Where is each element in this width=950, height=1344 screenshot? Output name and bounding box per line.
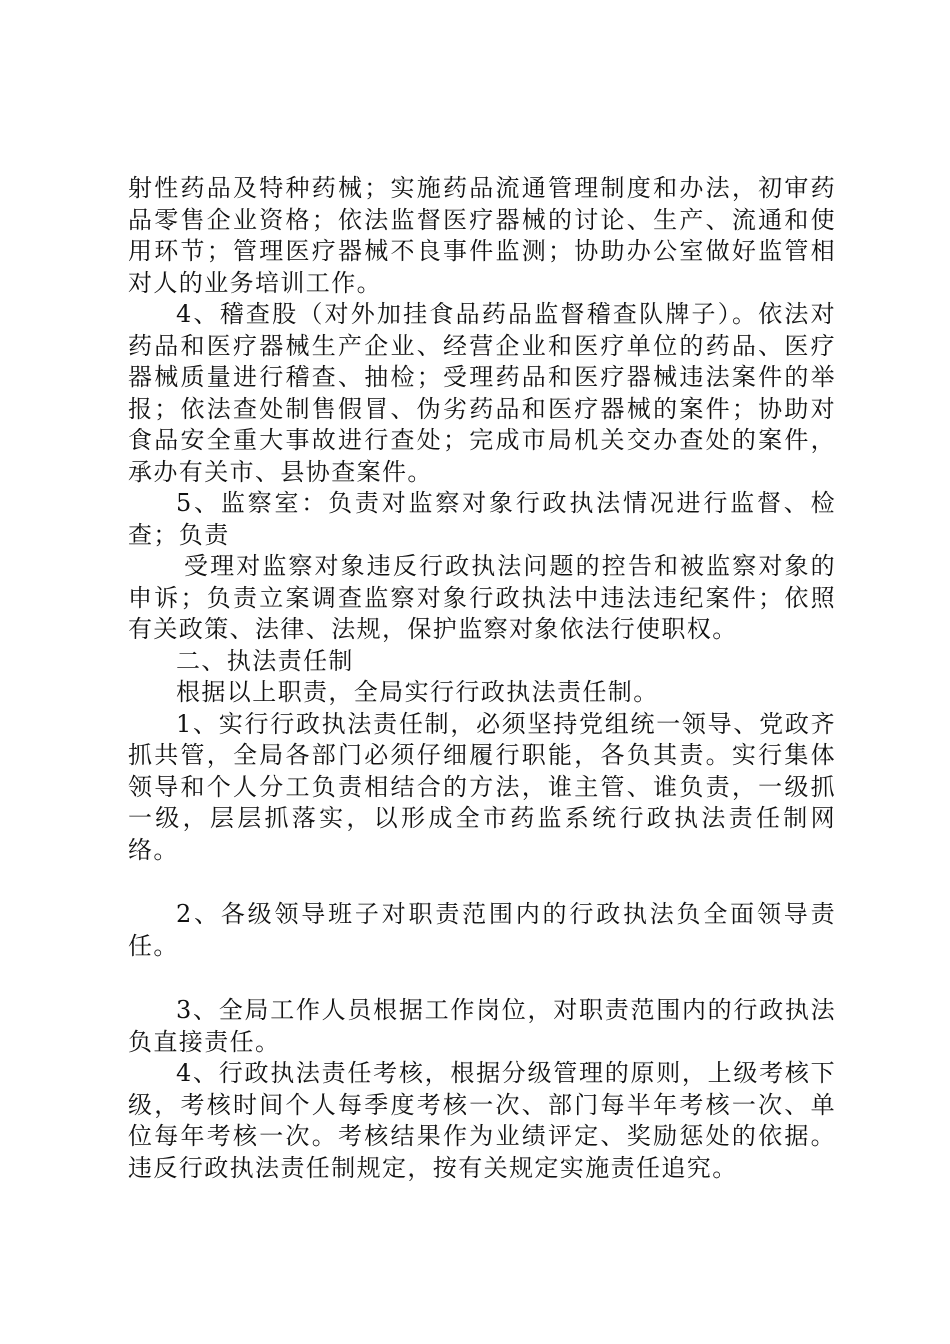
paragraph-4: 受理对监察对象违反行政执法问题的控告和被监察对象的申诉；负责立案调查监察对象行政执法中违法违纪案件；依照有关政策、法律、法规，保护监察对象依法行使职权。 (128, 552, 836, 643)
paragraph-6: 根据以上职责，全局实行行政执法责任制。 (176, 678, 659, 706)
paragraph-8: 2、各级领导班子对职责范围内的行政执法负全面领导责任。 (128, 900, 836, 960)
paragraph-2: 4、稽查股（对外加挂食品药品监督稽查队牌子）。依法对药品和医疗器械生产企业、经营企业和医疗单位的药品、医疗器械质量进行稽查、抽检；受理药品和医疗器械违法案件的举报；依法查处制售假冒、伪劣药品和医疗器械的案件；协助对食品安全重大事故进行查处；完成市局机关交办查处的案件，承办有关市、县协查案件。 (128, 300, 836, 486)
paragraph-9: 3、全局工作人员根据工作岗位，对职责范围内的行政执法负直接责任。 (128, 996, 836, 1056)
paragraph-1: 射性药品及特种药械；实施药品流通管理制度和办法，初审药品零售企业资格；依法监督医疗器械的讨论、生产、流通和使用环节；管理医疗器械不良事件监测；协助办公室做好监管相对人的业务培训工作。 (128, 174, 836, 297)
document-body (128, 173, 836, 1184)
paragraph-7: 1、实行行政执法责任制，必须坚持党组统一领导、党政齐抓共管，全局各部门必须仔细履行职能，各负其责。实行集体领导和个人分工负责相结合的方法，谁主管、谁负责，一级抓一级，层层抓落实，以形成全市药监系统行政执法责任制网络。 (128, 709, 836, 864)
paragraph-10: 4、行政执法责任考核，根据分级管理的原则，上级考核下级，考核时间个人每季度考核一次、部门每半年考核一次、单位每年考核一次。考核结果作为业绩评定、奖励惩处的依据。违反行政执法责任制规定，按有关规定实施责任追究。 (128, 1059, 836, 1182)
paragraph-3: 5、监察室：负责对监察对象行政执法情况进行监督、检查；负责 (128, 489, 836, 549)
section-heading: 二、执法责任制 (176, 646, 354, 675)
